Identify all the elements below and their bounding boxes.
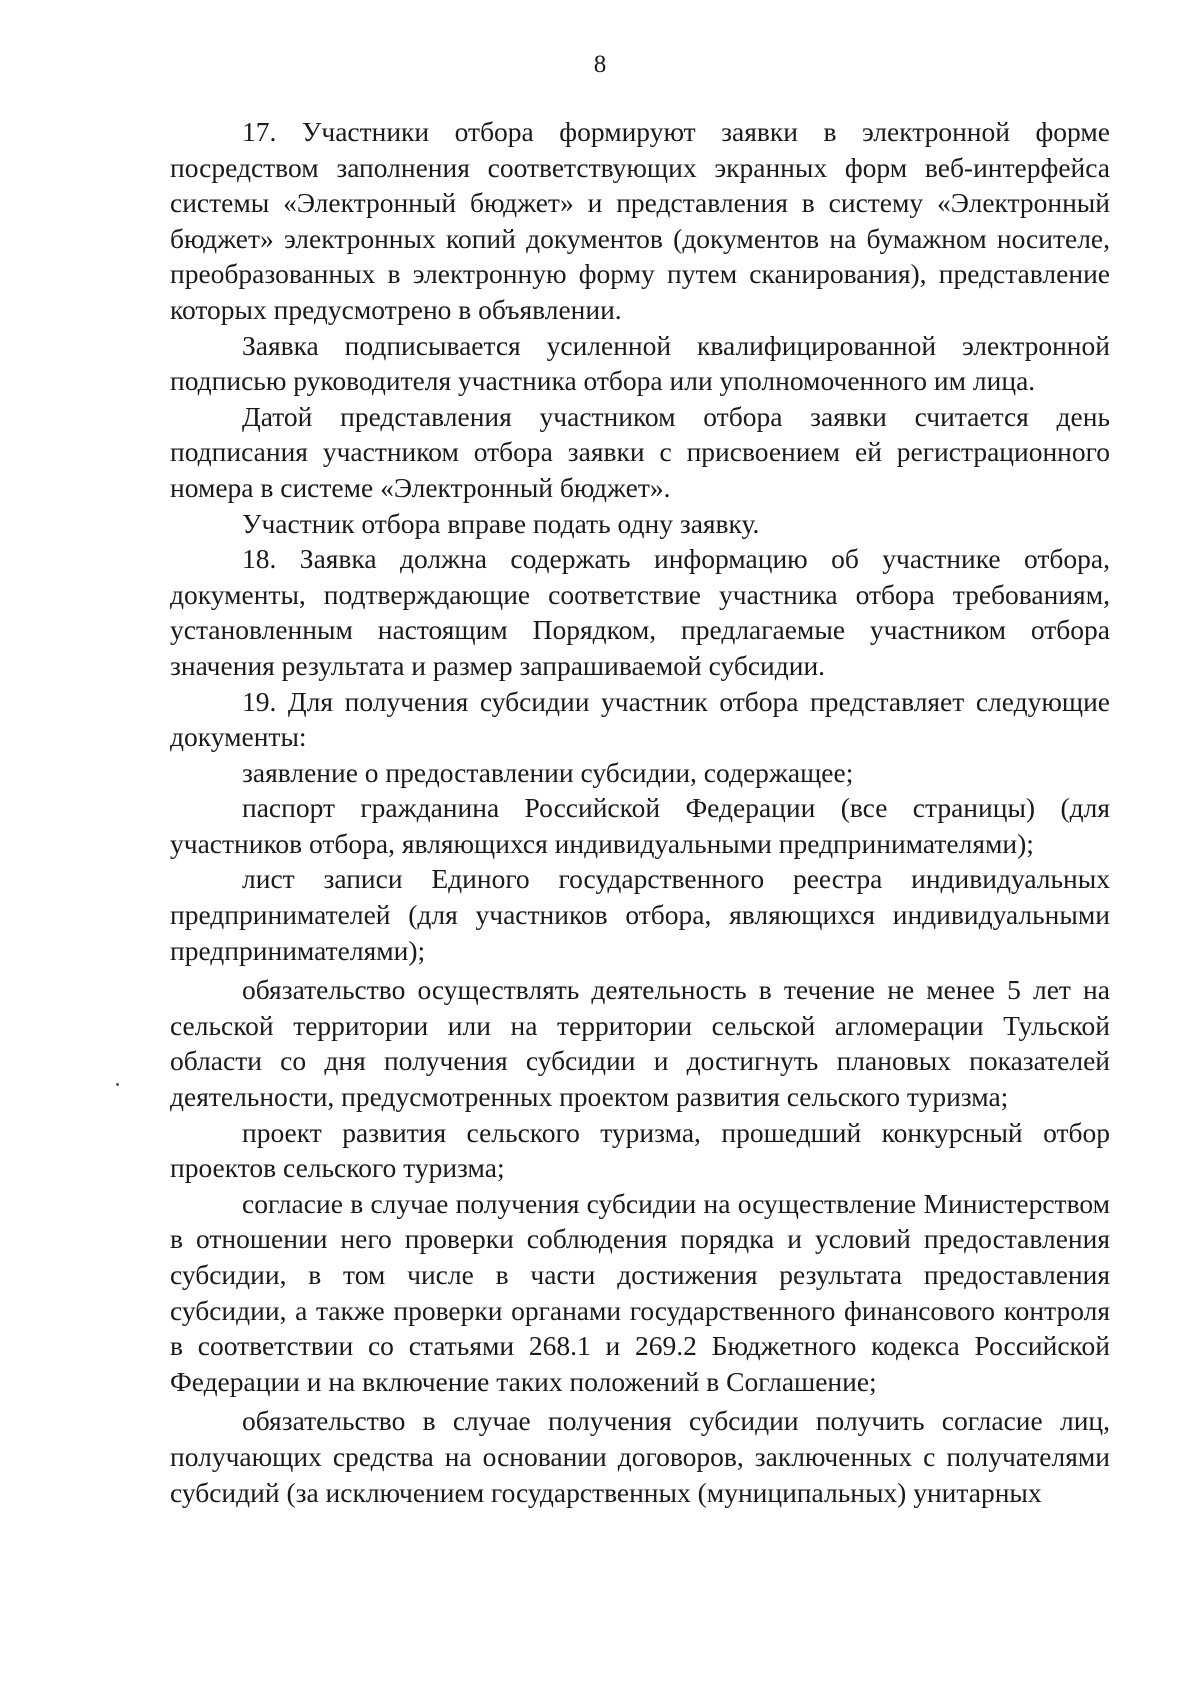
scan-speck [116,1083,119,1086]
list-item-tourism-project: проект развития сельского туризма, прошедший конкурсный отбор проектов сельского туризма; [170,1116,1110,1184]
paragraph-one-application: Участник отбора вправе подать одну заявку. [242,507,760,539]
paragraph-17: 17. Участники отбора формируют заявки в электронной форме посредством заполнения соответствующих экранных форм веб-интерфейса системы «Электронный бюджет» и представления в систему «Электронный бюджет» электронных копий документов (документов на бумажном носителе, преобразованных в электронную форму путем сканирования), представление которых предусмотрено в объявлении. [170,116,1110,325]
paragraph-signature: Заявка подписывается усиленной квалифицированной электронной подписью руководителя участника отбора или уполномоченного им лица. [170,329,1110,397]
list-item-passport: паспорт гражданина Российской Федерации (все страницы) (для участников отбора, являющихся индивидуальными предпринимателями); [170,792,1110,859]
list-item-obligation-consent: обязательство в случае получения субсидии получить согласие лиц, получающих средства на основании договоров, заключенных с получателями субсидий (за исключением государственных (муниципальных) унитарных [170,1405,1110,1508]
paragraph-18: 18. Заявка должна содержать информацию об участнике отбора, документы, подтверждающие соответствие участника отбора требованиям, установленным настоящим Порядком, предлагаемые участником отбора значения результата и размер запрашиваемой субсидии. [170,543,1110,681]
paragraph-19: 19. Для получения субсидии участник отбора представляет следующие документы: [170,685,1110,753]
list-item-consent-inspection: согласие в случае получения субсидии на осуществление Министерством в отношении него проверки соблюдения порядка и условий предоставления субсидии, в том числе в части достижения результата предоставления субсидии, а также проверки органами государственного финансового контроля в соответствии со статьями 268.1 и 269.2 Бюджетного кодекса Российской Федерации и на включение таких положений в Соглашение; [170,1187,1110,1397]
page-number: 8 [593,51,607,78]
list-item-registry-record: лист записи Единого государственного реестра индивидуальных предпринимателей (для участников отбора, являющихся индивидуальными предпринимателями); [170,863,1110,966]
list-item-application-statement: заявление о предоставлении субсидии, содержащее; [242,756,854,788]
document-body [170,114,1110,1510]
paragraph-submission-date: Датой представления участником отбора заявки считается день подписания участником отбора заявки с присвоением ей регистрационного номера в системе «Электронный бюджет». [170,400,1110,503]
list-item-obligation-activity: обязательство осуществлять деятельность в течение не менее 5 лет на сельской территории или на территории сельской агломерации Тульской области со дня получения субсидии и достигнуть плановых показателей деятельности, предусмотренных проектом развития сельского туризма; [170,974,1110,1113]
